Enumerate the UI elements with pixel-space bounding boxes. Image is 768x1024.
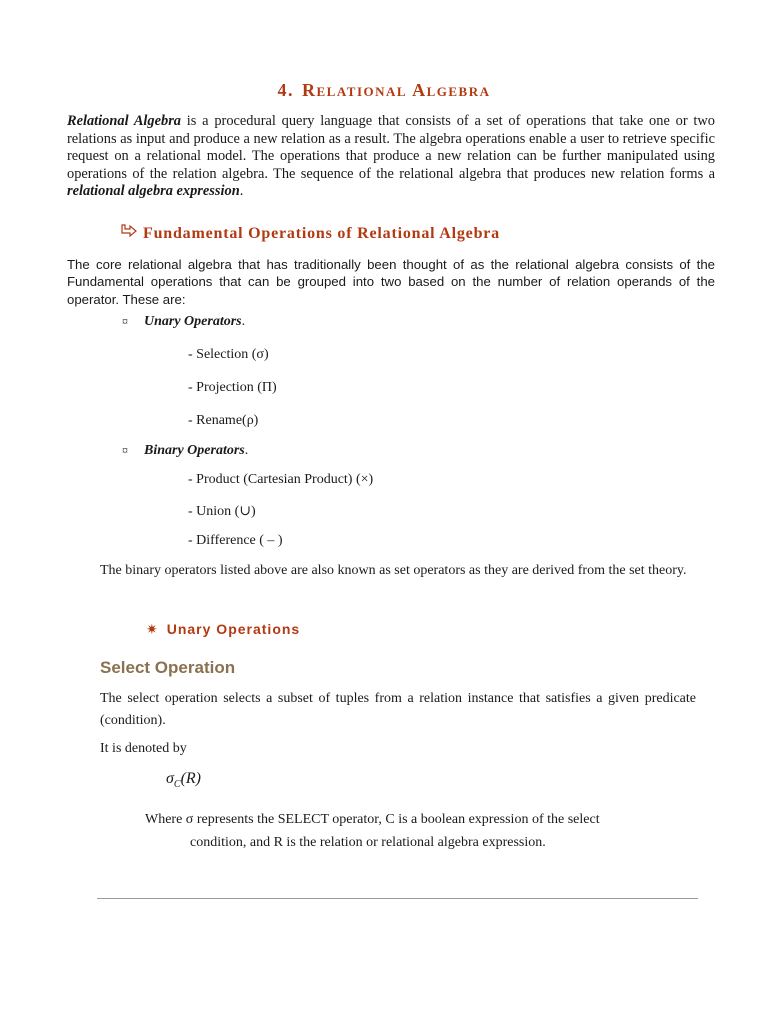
list-item: - Rename(ρ) — [188, 413, 259, 428]
intro-body: is a procedural query language that consists of a set of operations that take one or two relations as input and produce a new relation as a result. The algebra operations enable a user to retrieve specific request on a relational model. The operations that produce a new relation can be further manipulated using operations of the relation algebra. The sequence of the relational algebra that produces new relation forms a — [67, 113, 715, 182]
section-heading-text: Fundamental Operations of Relational Algebra — [143, 225, 500, 242]
intro-paragraph — [67, 113, 715, 201]
hand-pointer-icon — [121, 224, 137, 243]
bullet-icon: ¤ — [122, 443, 128, 457]
formula-subscript: C — [173, 779, 181, 791]
sigma-symbol: σ — [166, 770, 174, 787]
chapter-title-text: Relational Algebra — [302, 80, 491, 100]
where-line-1: Where σ represents the SELECT operator, C is a boolean expression of the select — [145, 812, 600, 827]
list-item: - Product (Cartesian Product) (×) — [188, 472, 374, 487]
chapter-title — [0, 80, 768, 101]
core-paragraph: The core relational algebra that has traditionally been thought of as the relational algebra consists of the Fundamental operations that can be grouped into two based on the number of relation operands of the operator. These are: — [67, 257, 715, 307]
select-operation-heading: Select Operation — [100, 658, 236, 677]
intro-end: . — [239, 183, 244, 200]
intro-term-end: relational algebra expression — [67, 183, 240, 200]
unary-operators-label: Unary Operators — [144, 314, 242, 329]
select-formula — [166, 770, 201, 790]
footer-divider — [97, 898, 698, 899]
binary-operators-heading — [122, 443, 248, 459]
list-item: - Projection (Π) — [188, 380, 277, 395]
select-description: The select operation selects a subset of tuples from a relation instance that satisfies a given predicate (condition). — [100, 691, 696, 728]
bullet-icon: ¤ — [122, 314, 128, 328]
unary-operators-heading — [122, 314, 245, 330]
list-item: - Selection (σ) — [188, 347, 269, 362]
intro-term: Relational Algebra — [67, 113, 181, 129]
chapter-number: 4. — [277, 80, 295, 100]
binary-operators-label: Binary Operators — [144, 443, 245, 458]
list-item: - Difference ( – ) — [188, 533, 283, 548]
denoted-by-text: It is denoted by — [100, 741, 187, 756]
section-heading — [121, 224, 500, 243]
list-item: - Union (∪) — [188, 504, 256, 519]
where-explanation — [145, 808, 696, 854]
binary-note-paragraph: The binary operators listed above are also known as set operators as they are derived from the set theory. — [100, 563, 687, 578]
unary-operations-title: Unary Operations — [166, 621, 301, 637]
where-line-2: condition, and R is the relation or relational algebra expression. — [190, 835, 546, 850]
unary-operations-heading — [146, 621, 300, 638]
binary-suffix: . — [244, 443, 249, 458]
unary-suffix: . — [241, 314, 246, 329]
formula-argument: (R) — [180, 770, 201, 787]
asterisk-icon: ✷ — [146, 621, 159, 637]
